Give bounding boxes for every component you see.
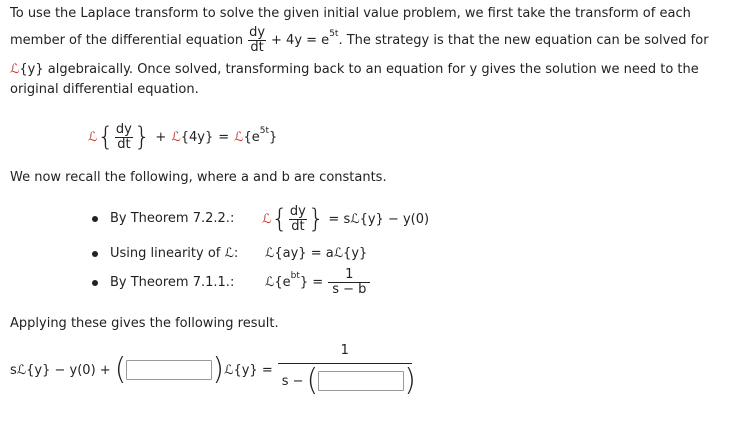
result-equation: [10, 342, 416, 399]
intro-line-4: original differential equation.: [10, 82, 199, 97]
fraction-numerator: dy: [289, 203, 306, 219]
dy-dt-fraction: [247, 26, 267, 54]
result-fraction: [278, 342, 416, 399]
transform-argument-close: }: [269, 129, 278, 145]
coefficient-input[interactable]: [126, 360, 212, 380]
right-brace: }: [307, 204, 325, 234]
denominator-prefix: s −: [281, 373, 304, 389]
laplace-symbol: ℒ: [171, 129, 181, 145]
theorem-item-2: [92, 246, 238, 261]
exponent-constant-input[interactable]: [318, 371, 404, 391]
transform-argument: {e: [243, 129, 260, 145]
laplace-symbol: ℒ: [88, 129, 98, 145]
exponent: bt: [290, 271, 300, 281]
left-brace: {: [271, 204, 288, 234]
laplace-symbol: ℒ: [234, 129, 244, 145]
fraction-denominator: [278, 363, 416, 399]
equation-rhs: + 4y = e: [271, 32, 330, 48]
result-mid: ℒ{y} =: [224, 362, 273, 378]
right-paren: ): [212, 352, 225, 387]
fraction-denominator: s − b: [328, 282, 370, 297]
fraction-numerator: dy: [115, 121, 132, 137]
dy-dt-fraction: [114, 123, 134, 151]
intro-line-2: [10, 23, 709, 57]
bullet-icon: [92, 251, 98, 257]
intro-line-2-suffix: . The strategy is that the new equation can be solved for: [338, 32, 709, 48]
right-brace: }: [133, 122, 151, 152]
fraction-denominator: dt: [291, 218, 305, 234]
intro-line-3-text: {y} algebraically. Once solved, transforming back to an equation for y gives the solution we need to the: [19, 62, 699, 77]
right-paren: ): [404, 363, 416, 399]
fraction-numerator: 1: [340, 342, 349, 358]
dy-dt-fraction: [288, 205, 308, 233]
theorem-item-1: [92, 211, 234, 226]
recall-text: We now recall the following, where a and b are constants.: [10, 170, 387, 185]
theorem-formula-3: [265, 263, 370, 301]
theorem-label: Using linearity of ℒ:: [110, 246, 239, 261]
intro-line-2-prefix: member of the differential equation: [10, 32, 244, 48]
fraction-numerator: dy: [249, 24, 266, 40]
fraction-denominator: dt: [117, 136, 131, 152]
bullet-icon: [92, 216, 98, 222]
theorem-formula-suffix: } =: [299, 274, 324, 290]
theorem-formula-2: ℒ{ay} = aℒ{y}: [265, 246, 368, 261]
result-lhs: sℒ{y} − y(0) +: [10, 362, 111, 378]
reciprocal-fraction: [328, 268, 370, 296]
theorem-label: By Theorem 7.2.2.:: [110, 211, 235, 226]
theorem-label: By Theorem 7.1.1.:: [110, 275, 235, 290]
left-paren: (: [114, 352, 127, 387]
intro-line-1: To use the Laplace transform to solve the given initial value problem, we first take the transform of each: [10, 6, 691, 21]
laplace-symbol: ℒ: [262, 211, 272, 227]
plus-sign: +: [155, 129, 167, 145]
theorem-formula-1: [262, 200, 429, 238]
left-paren: (: [306, 363, 319, 399]
laplace-symbol: ℒ: [10, 62, 20, 77]
apply-text: Applying these gives the following result.: [10, 316, 279, 331]
exponent: 5t: [329, 29, 339, 39]
fraction-numerator: 1: [345, 266, 354, 282]
transform-argument: {4y}: [180, 129, 214, 145]
theorem-item-3: [92, 275, 234, 290]
fraction-denominator: dt: [250, 39, 264, 55]
left-brace: {: [97, 122, 114, 152]
intro-line-3: [10, 62, 699, 77]
theorem-formula-rhs: = sℒ{y} − y(0): [328, 211, 430, 227]
exponent: 5t: [259, 126, 270, 136]
bullet-icon: [92, 280, 98, 286]
equals-sign: =: [218, 129, 230, 145]
transformed-equation: [88, 118, 277, 156]
theorem-formula-prefix: ℒ{e: [265, 274, 291, 290]
